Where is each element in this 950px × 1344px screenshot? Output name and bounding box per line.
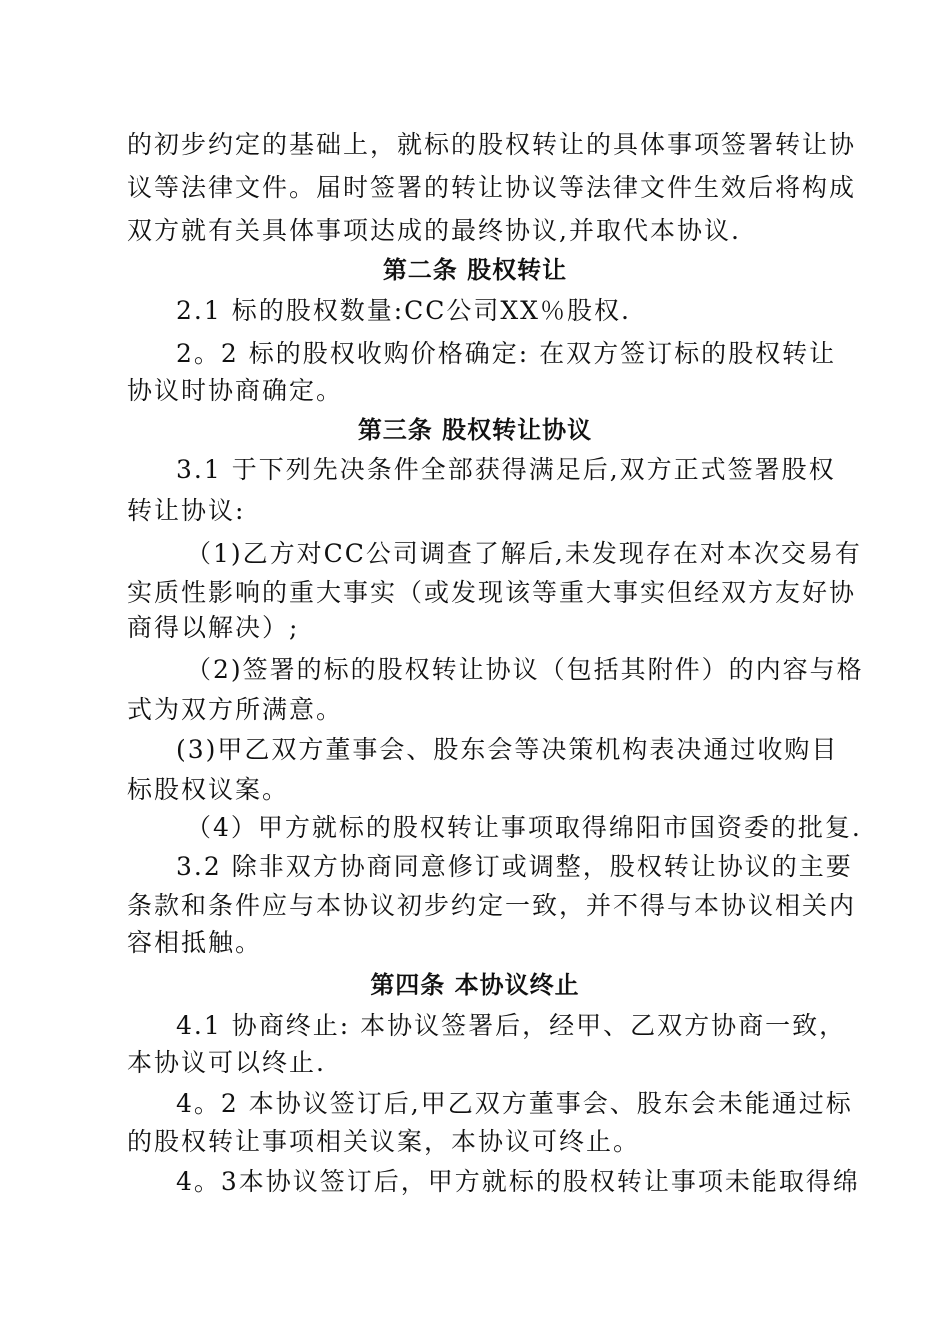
paragraph-line: 的股权转让事项相关议案，本协议可终止。 xyxy=(127,1127,641,1156)
paragraph-line: 标股权议案。 xyxy=(127,775,290,804)
paragraph-line: 条款和条件应与本协议初步约定一致，并不得与本协议相关内 xyxy=(127,891,857,920)
paragraph-line: 2。2 标的股权收购价格确定: 在双方签订标的股权转让 xyxy=(176,339,837,368)
paragraph-line: 协议时协商确定。 xyxy=(127,376,344,405)
paragraph-line: (3)甲乙双方董事会、股东会等决策机构表决通过收购目 xyxy=(176,735,839,764)
paragraph-line: 转让协议: xyxy=(127,496,246,525)
paragraph-line: 3.2 除非双方协商同意修订或调整，股权转让协议的主要 xyxy=(176,852,853,881)
paragraph-line: 2.1 标的股权数量:CC公司XX％股权. xyxy=(176,296,631,325)
paragraph-line: 双方就有关具体事项达成的最终协议,并取代本协议. xyxy=(127,216,741,245)
paragraph-line: 本协议可以终止. xyxy=(127,1048,326,1077)
paragraph-line: （2)签署的标的股权转让协议（包括其附件）的内容与格 xyxy=(186,655,864,684)
paragraph-line: 4.1 协商终止: 本协议签署后，经甲、乙双方协商一致， xyxy=(176,1011,847,1040)
paragraph-line: （1)乙方对CC公司调查了解后,未发现存在对本次交易有 xyxy=(186,539,862,568)
section-heading-3: 第三条 股权转让协议 xyxy=(357,416,593,444)
section-heading-4: 第四条 本协议终止 xyxy=(370,971,580,999)
paragraph-line: 容相抵触。 xyxy=(127,928,263,957)
paragraph-line: 的初步约定的基础上，就标的股权转让的具体事项签署转让协 xyxy=(127,130,857,159)
paragraph-line: 4。2 本协议签订后,甲乙双方董事会、股东会未能通过标 xyxy=(176,1089,853,1118)
paragraph-line: （4）甲方就标的股权转让事项取得绵阳市国资委的批复. xyxy=(186,813,862,842)
paragraph-line: 议等法律文件。届时签署的转让协议等法律文件生效后将构成 xyxy=(127,173,857,202)
paragraph-line: 商得以解决）; xyxy=(127,613,300,642)
section-heading-2: 第二条 股权转让 xyxy=(382,256,568,284)
paragraph-line: 4。3本协议签订后，甲方就标的股权转让事项未能取得绵 xyxy=(176,1167,860,1196)
paragraph-line: 3.1 于下列先决条件全部获得满足后,双方正式签署股权 xyxy=(176,455,836,484)
paragraph-line: 实质性影响的重大事实（或发现该等重大事实但经双方友好协 xyxy=(127,578,857,607)
paragraph-line: 式为双方所满意。 xyxy=(127,695,344,724)
